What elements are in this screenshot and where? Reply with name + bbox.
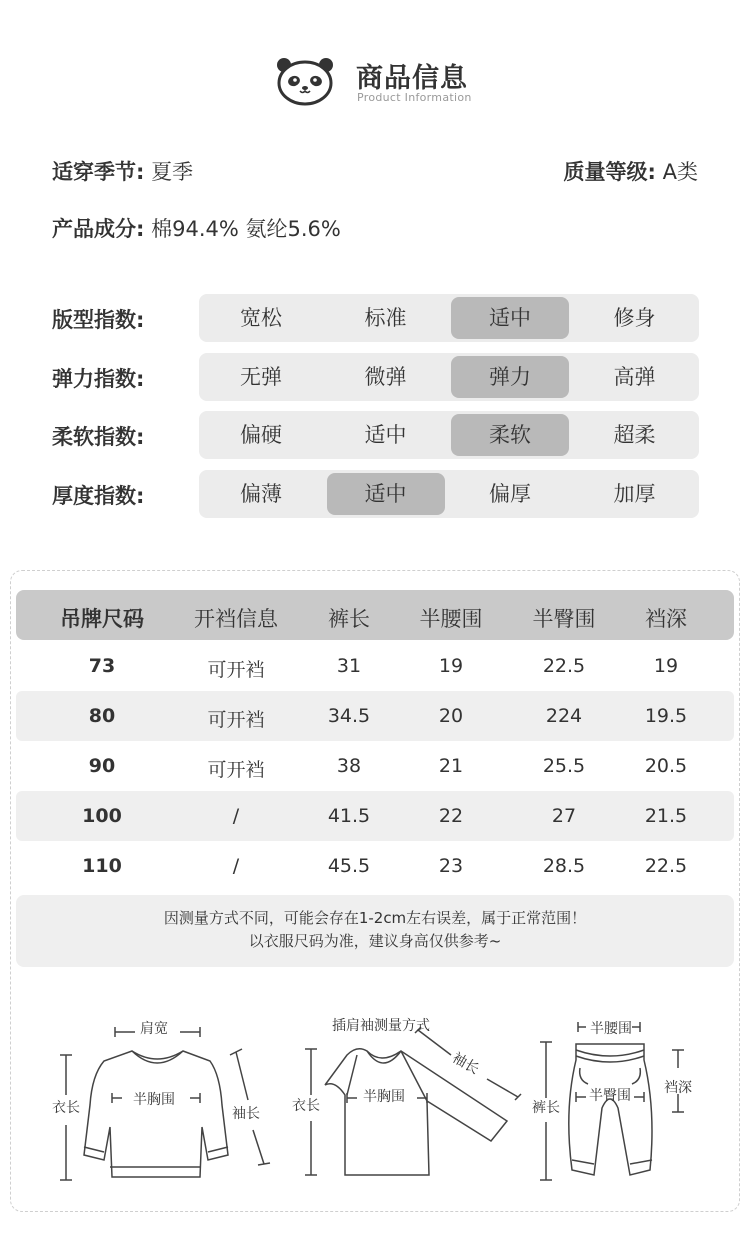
table-row — [16, 791, 734, 841]
index-option: 无弹 — [240, 365, 282, 389]
table-cell: 28.5 — [542, 855, 586, 877]
sweater-shoulder-label: 肩宽 — [140, 1021, 168, 1037]
grade-value: A类 — [662, 160, 698, 184]
table-cell: 25.5 — [542, 755, 586, 777]
header-waist: 半腰围 — [419, 607, 483, 631]
table-cell: 可开裆 — [207, 709, 265, 731]
index-option: 标准 — [364, 306, 407, 330]
section-subtitle: Product Information — [357, 91, 472, 104]
raglan-title-label: 插肩袖测量方式 — [332, 1018, 430, 1034]
table-cell: 27 — [551, 805, 577, 827]
material-line — [52, 213, 341, 243]
section-header — [0, 52, 750, 112]
header-length: 裤长 — [328, 607, 370, 631]
table-row — [16, 841, 734, 891]
table-cell: 90 — [88, 755, 116, 777]
table-cell: 22.5 — [644, 855, 688, 877]
table-cell: 73 — [88, 655, 116, 677]
season-line — [52, 156, 193, 186]
header-hip: 半臀围 — [532, 607, 596, 631]
table-cell: 20.5 — [644, 755, 688, 777]
index-option-selected: 弹力 — [451, 356, 569, 398]
index-option: 超柔 — [613, 423, 656, 447]
table-cell: 可开裆 — [207, 659, 265, 681]
index-label: 弹力指数: — [52, 367, 145, 391]
grade-line — [564, 156, 698, 186]
index-option-selected: 柔软 — [451, 414, 569, 456]
index-option: 适中 — [364, 423, 407, 447]
index-scale — [199, 294, 699, 342]
measurement-diagrams — [0, 1005, 750, 1205]
table-cell: 19 — [438, 655, 464, 677]
index-option: 偏薄 — [240, 482, 282, 506]
table-cell: 可开裆 — [207, 759, 265, 781]
table-cell: 110 — [82, 855, 122, 877]
index-option: 加厚 — [613, 482, 656, 506]
table-cell: 31 — [336, 655, 362, 677]
season-key: 适穿季节: — [52, 160, 145, 184]
table-cell: 20 — [438, 705, 464, 727]
table-cell: 38 — [336, 755, 362, 777]
table-row — [16, 641, 734, 691]
sweater-length-label: 衣长 — [52, 1100, 80, 1116]
index-option: 高弹 — [613, 365, 656, 389]
index-option-selected: 适中 — [451, 297, 569, 339]
table-cell: 19 — [653, 655, 679, 677]
table-cell: 23 — [438, 855, 464, 877]
sweater-chest-label: 半胸围 — [133, 1092, 175, 1108]
index-label: 柔软指数: — [52, 425, 145, 449]
index-label: 厚度指数: — [52, 484, 145, 508]
grade-key: 质量等级: — [563, 160, 656, 184]
index-option: 微弹 — [364, 365, 407, 389]
pants-rise-label: 裆深 — [664, 1080, 692, 1096]
header-rise: 裆深 — [645, 607, 687, 631]
table-cell: 22 — [438, 805, 464, 827]
pants-length-label: 裤长 — [532, 1100, 560, 1116]
note-line-1: 因测量方式不同，可能会存在1-2cm左右误差，属于正常范围！ — [163, 909, 587, 927]
section-title: 商品信息 — [356, 63, 468, 94]
table-cell: 21.5 — [644, 805, 688, 827]
index-scale — [199, 411, 699, 459]
table-cell: 45.5 — [327, 855, 371, 877]
index-option: 偏硬 — [240, 423, 282, 447]
table-cell: 41.5 — [327, 805, 371, 827]
index-scale — [199, 353, 699, 401]
table-cell: 80 — [88, 705, 116, 727]
index-option-selected: 适中 — [327, 473, 445, 515]
table-cell: 19.5 — [644, 705, 688, 727]
index-scale — [199, 470, 699, 518]
size-table-header — [16, 590, 734, 640]
header-crotch: 开裆信息 — [194, 607, 278, 631]
table-cell: 100 — [82, 805, 122, 827]
index-option: 修身 — [613, 306, 656, 330]
pants-waist-label: 半腰围 — [590, 1021, 632, 1037]
raglan-sleeve-label: 袖长 — [449, 1049, 482, 1078]
raglan-length-label: 衣长 — [292, 1098, 320, 1114]
table-cell: 22.5 — [542, 655, 586, 677]
table-cell: / — [232, 855, 240, 877]
index-option: 宽松 — [240, 306, 282, 330]
pants-hip-label: 半臀围 — [589, 1088, 631, 1104]
index-option: 偏厚 — [489, 482, 531, 506]
panda-logo-icon — [275, 56, 335, 106]
material-value: 棉94.4% 氨纶5.6% — [151, 217, 341, 241]
header-size: 吊牌尺码 — [60, 607, 144, 631]
table-row — [16, 691, 734, 741]
table-cell: 224 — [545, 705, 583, 727]
table-cell: 21 — [438, 755, 464, 777]
note-line-2: 以衣服尺码为准，建议身高仅供参考~ — [248, 932, 502, 950]
measurement-note — [16, 895, 734, 967]
material-key: 产品成分: — [52, 217, 145, 241]
raglan-chest-label: 半胸围 — [363, 1089, 405, 1105]
table-cell: / — [232, 805, 240, 827]
table-cell: 34.5 — [327, 705, 371, 727]
table-row — [16, 741, 734, 791]
season-value: 夏季 — [151, 160, 194, 184]
raglan-diagram-icon — [295, 1025, 525, 1190]
sweater-sleeve-label: 袖长 — [232, 1106, 260, 1122]
index-label: 版型指数: — [52, 308, 145, 332]
